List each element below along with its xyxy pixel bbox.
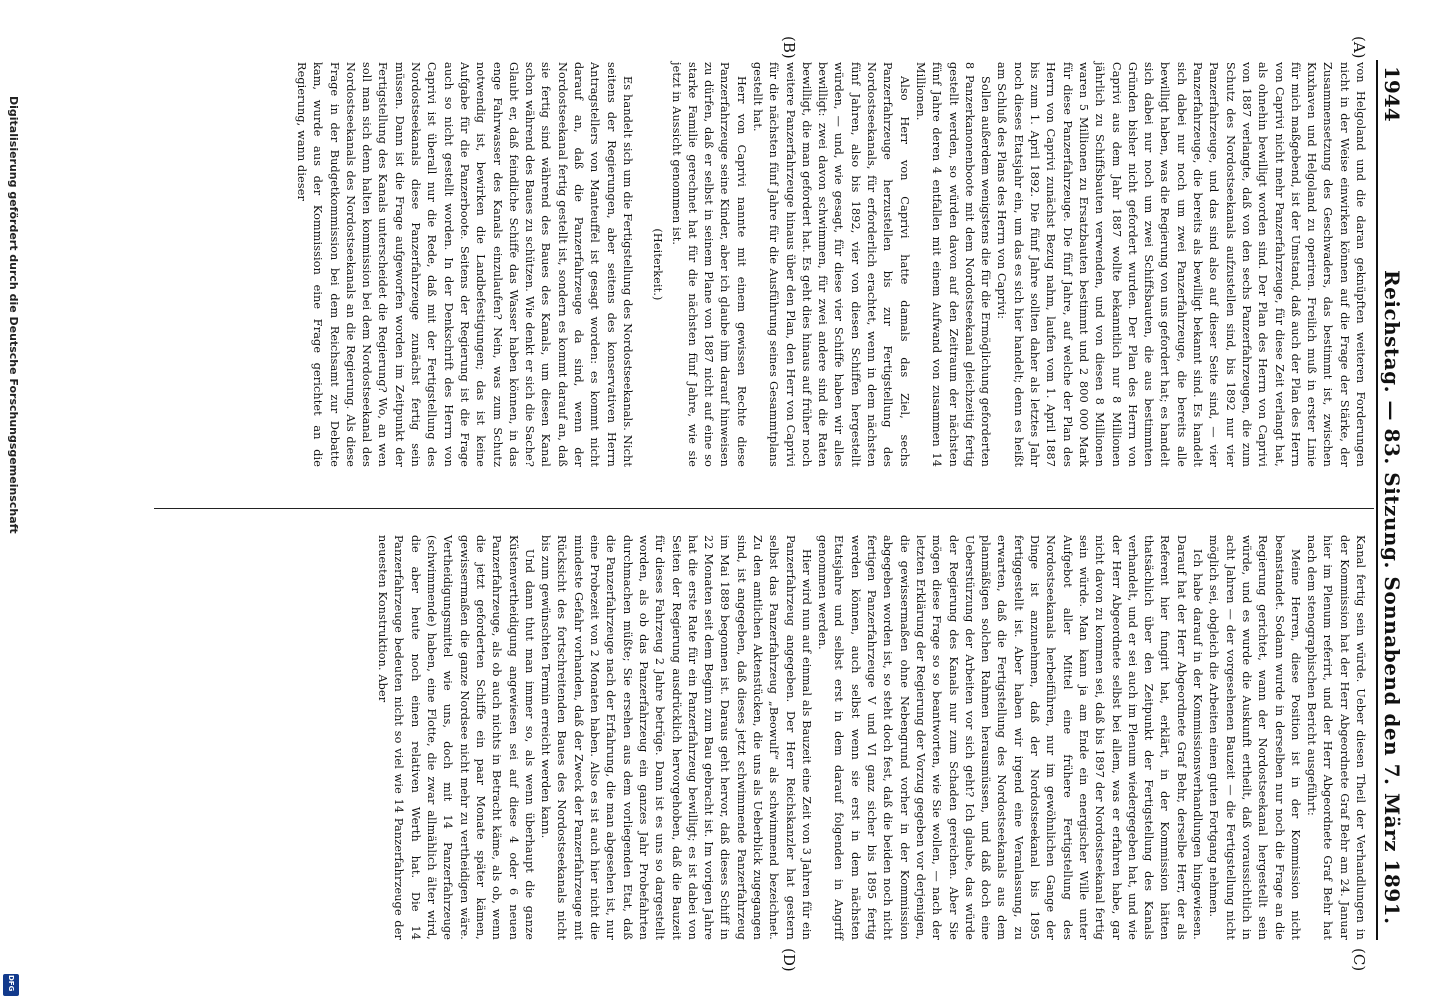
running-head [1376, 60, 1404, 940]
left-column [293, 62, 1368, 467]
margin-mark-c: (C) [1350, 948, 1368, 972]
credit-text: Digitalisierung gefördert durch die Deutsche Forschungsgemeinschaft [7, 96, 20, 534]
margin-mark-a: (A) [1350, 36, 1368, 59]
right-column [374, 535, 1368, 940]
running-title: Reichstag. — 83. Sitzung. Sonnabend den 7. März 1891. [1380, 270, 1404, 925]
page-number: 1944 [1380, 66, 1404, 122]
applause-note: (Heiterkeit.) [651, 228, 665, 301]
left-quote: Sollen außerdem wenigstens die für die Ermöglichung geforderten 8 Panzerkanonenboote mit dem Nordostseekanal gleichzeitig fertig gestellt werden, so würden davon auf den Zeitraum der nächsten fünf Jahre deren 4 entfallen mit einem Aufwand von zusammen 14 Millionen. [913, 62, 993, 467]
right-paragraph-4: Hier wird nun auf einmal als Bauzeit eine Zeit von 3 Jahren für ein Panzerfahrzeug angegeben. Der Herr Reichskanzler hat gestern selbst das Panzerfahrzeug „Beowulf“ als schwimmend bezeichnet. Zu den amtlichen Aktenstücken, die uns als Ueberblick zugegangen sind, ist angegeben, daß dieses jetzt schwimmende Panzerfahrzeug im Mai 1889 begonnen ist. Daraus geht hervor, daß dieses Schiff in 22 Monaten seit dem Beginn zum Bau gebracht ist. Im vorigen Jahre hat die erste Rate für ein Panzerfahrzeug bewilligt; es ist dabei von Seiten der Regierung ausdrücklich hervorgehoben, daß die Bauzeit für dieses Fahrzeug 2 Jahre betrüge. Dann ist es uns so dargestellt worden, als ob das Panzerfahrzeug ein ganzes Jahr Probefahrten durchmachen müßte; Sie ersehen aus dem vorliegenden Etat, daß die Panzerfahrzeuge nach der Erfahrung, die man abgesehen ist, nur eine Probezeit von 2 Monaten haben. Also es ist auch hier nicht die mindeste Gefahr vorhanden, daß der Zweck der Panzerfahrzeuge mit Rücksicht des fortschreitenden Baues des Nordostseekanals nicht bis zum gewünschten Termin erreicht werden kann. [539, 535, 813, 940]
margin-mark-d: (D) [780, 948, 798, 972]
dfg-logo [3, 974, 19, 996]
left-paragraph-1: von Helgoland und die daran geknüpften weiteren Forderungen nicht in der Weise einwirken können auf die Frage der Stärke, der Zusammensetzung des Geschwaders, das bestimmt ist, zwischen Kuxhaven und Helgoland zu operiren. Freilich muß in erster Linie für mich maßgebend, ist der Umstand, daß auch der Plan des Herrn von Caprivi nicht mehr Panzerfahrzeuge, für diese Zeit verlangt hat, als ohnehin bewilligt worden sind. Der Plan des Herrn von Caprivi von 1887 verlangte, daß von den sechs Panzerfahrzeugen, die zum Schutz des Nordostseekanals aufzustellen sind, bis 1892 nur vier Panzerfahrzeuge, und das sind also auf dieser Seite sind, — vier Panzerfahrzeuge, die bereits als bewilligt bekannt sind. Es handelt sich dabei nur noch um zwei Panzerfahrzeuge, die bereits alle bewilligt haben, was die Regierung von uns gefordert hat; es handelt sich dabei nur noch um zwei Schiffsbauten, die aus bestimmten Gründen bisher nicht gefordert wurden. Der Plan des Herrn von Caprivi aus dem Jahr 1887 wollte bekanntlich nur 8 Millionen jährlich zu Schiffsbauten verwenden, und von diesen 8 Millionen waren 5 Millionen zu Ersatzbauten bestimmt und 2 800 000 Mark für diese Panzerfahrzeuge. Die fünf Jahre, auf welche der Plan des Herrn von Caprivi zunächst Bezug nahm, laufen vom 1. April 1887 bis zum 1. April 1892. Die fünf Jahre sollten daher als letztes Jahr noch dieses Etatsjahr ein, um das es sich hier handelt; denn es heißt am Schluß des Plans des Herrn von Caprivi: [995, 62, 1367, 467]
right-paragraph-1: Kanal fertig sein würde. Ueber diesen Theil der Verhandlungen in der Kommission hat der Herr Abgeordnete Graf Behr am 24. Januar hier im Plenum referirt, und der Herr Abgeordnete Graf Behr hat nach dem stenographischen Bericht ausgeführt: [1305, 535, 1367, 940]
digitization-credit [0, 0, 22, 1000]
column-divider [154, 508, 1374, 509]
dfg-logo-text: DFG [7, 975, 15, 992]
margin-mark-b: (B) [780, 36, 798, 59]
left-paragraph-5: Es handelt sich um die Fertigstellung des Nordostseekanals. Nicht seitens der Regierungen, aber seitens des konservativen Herrn Antragstellers von Manteuffel ist gesagt worden: es kommt nicht darauf an, daß die Panzerfahrzeuge da sind, wenn der Nordostseekanal fertig gestellt ist, sondern es kommt darauf an, daß sie fertig sind während des Baues des Kanals, um diesen Kanal schon während des Baues zu schützen. Wie denkt er sich die Sache? Glaubt er, daß feindliche Schiffe das Wasser haben können, in das enge Fahrwasser des Kanals einzulaufen? Nein, was zum Schutz notwendig ist, bewirken die Landbefestigungen; das ist keine Aufgabe für die Panzerboote. Seitens der Regierung ist die Frage auch so nicht gestellt worden. In der Denkschrift des Herrn von Caprivi ist überall nur die Rede, daß mit der Fertigstellung des Nordostseekanals diese Panzerfahrzeuge zunächst fertig sein müssen. Dann ist die Frage aufgeworfen worden im Zeitpunkt der Fertigstellung des Kanals unterscheidet die Regierung? Wo, an wen soll man sich denn halten kommission bei dem Nordostseekanal des Nordostseekanals des Nordostseekanals an die Regierung. Als diese Frage in der Budgetkommission bei dem Reichsamt zur Debatte kam, wurde aus der Kommission eine Frage gerichtet an die Regierung, wann dieser [295, 62, 634, 467]
left-paragraph-3: Also Herr von Caprivi hatte damals das Ziel, sechs Panzerfahrzeuge herzustellen bis zur Fertigstellung des Nordostseekanals, für erforderlich erachtet, wenn in dem nächsten fünf Jahren, also bis 1892, vier von diesen Schiffen hergestellt würden, — und, wie gesagt, für diese vier Schiffe haben wir alles bewilligt: zwei davon schwimmen, für zwei andere sind die Raten bewilligt, die man gefordert hat. Es geht dies hinaus auf früher noch weitere Panzerfahrzeuge hinaus über den Plan, den Herr von Caprivi für die nächsten fünf Jahre für die Ausführung seines Gesammtplans gestellt hat. [751, 62, 911, 467]
right-quote: Meine Herren, diese Position ist in der Kommission nicht beanstandet. Sodann wurde in derselben nur noch die Frage an die Regierung gerichtet, wann der Nordostseekanal hergestellt sein würde, und es wurde die Auskunft ertheilt, daß voraussichtlich in acht Jahren — der vorgesehenen Bauzeit — die Fertigstellung nicht möglich sei, obgleich die Arbeiten einen guten Fortgang nehmen. [1207, 535, 1302, 940]
right-paragraph-3: Ich habe darauf in der Kommissionsverhandlungen hingewiesen. Darauf hat der Herr Abgeordnete Graf Behr, derselbe Herr, der als Referent hier fungirt hat, erklärt, in der Kommission hätten thatsächlich über den Zeitpunkt der Fertigstellung des Kanals verhandelt, und er sei auch im Plenum wiedergegeben hat, und wie der Herr Abgeordnete selbst bei allem, was er erfahren habe, gar nicht davon zu kommen sei, daß bis 1897 der Nordostseekanal fertig sein würde. Man kann ja am Ende ein energischer Wille unter Aufgebot aller Mittel eine frühere Fertigstellung des Nordostseekanals herbeiführen, nur im gewöhnlichen Gange der Dinge ist anzunehmen, daß der Nordostseekanal bis 1895 fertiggestellt ist. Aber haben wir irgend eine Veranlassung, zu erwarten, daß die Fertigstellung des Nordostseekanals aus dem planmäßigen solchen Rahmen herausmüssen, und daß doch eine Ueberstürzung der Arbeiten vor sich geht? Ich glaube, das würde der Regierung des Kanals nur zum Schaden gereichen. Aber Sie mögen diese Frage so so beantworten, wie Sie wollen, — nach der letzten Erklärung der Regierung der Vorzug gegeben vor derjenigen, die gewissermaßen ohne Nebengrund vorher in der Kommission abgegeben worden ist, so steht doch fest, daß die beiden noch nicht fertigen Panzerfahrzeuge V und VI ganz sicher bis 1895 fertig werden können, auch selbst wenn sie erst in dem nächsten Etatsjahre und selbst erst in dem darauf folgenden in Angriff genommen werden. [816, 535, 1205, 940]
left-paragraph-4: Herr von Caprivi nannte mit einem gewissen Rechte diese Panzerfahrzeuge seine Kinder, aber ich glaube ihm darauf hinweisen zu dürfen, daß er selbst in seinem Plane von 1887 nicht auf eine so starke Familie gerechnet hat für die nächsten fünf Jahre, wie sie jetzt in Aussicht genommen ist. [669, 62, 748, 467]
right-paragraph-5: Und dann thut man immer so, als wenn überhaupt die ganze Küstenvertheidigung angewiesen sei auf diese 4 oder 6 neuen Panzerfahrzeuge, als ob auch nichts in Betracht käme, als ob, wenn die jetzt geforderten Schiffe ein paar Monate später kämen, gewissermaßen die ganze Nordsee nicht mehr zu vertheidigen wäre. Vertheidigungsmittel wie uns, doch mit 14 Panzerfahrzeuge (schwimmende) haben, eine Flotte, die zwar allmählich älter wird, die aber heute noch einen relativen Werth hat. Die 14 Panzerfahrzeuge bedeuten nicht so viel wie 14 Panzerfahrzeuge der neuesten Konstruktion. Aber [376, 535, 536, 940]
